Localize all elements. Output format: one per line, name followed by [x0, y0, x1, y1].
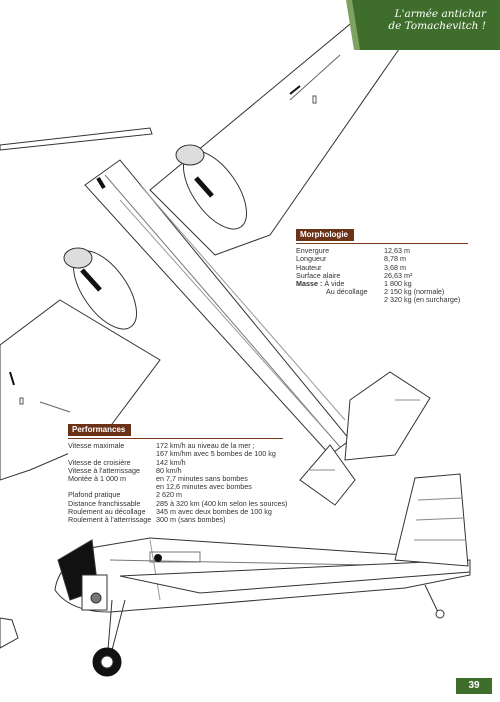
- banner-title-line1: L'armée antichar: [394, 8, 486, 20]
- row-label: Vitesse de croisière: [68, 457, 131, 467]
- row-label: Distance franchissable: [68, 498, 141, 508]
- row-label: Plafond pratique: [68, 490, 121, 500]
- morphology-row: [296, 296, 468, 304]
- corner-banner: [346, 8, 486, 32]
- performances-title: Performances: [68, 424, 131, 436]
- morphology-box: [296, 229, 468, 305]
- performances-box: [68, 424, 288, 525]
- upper-wing-outline: [150, 20, 404, 255]
- row-value: 2 320 kg (en surcharge): [384, 295, 461, 305]
- row-label: Vitesse maximale: [68, 441, 125, 451]
- row-value: 3,68 m: [384, 262, 406, 272]
- row-label-bold: Masse :: [296, 279, 323, 289]
- row-label-text: À vide: [324, 279, 345, 289]
- row-value: 300 m (sans bombes): [156, 515, 226, 525]
- performances-rule: [68, 438, 283, 439]
- row-label: Surface alaire: [296, 270, 341, 280]
- row-value: 142 km/h: [156, 457, 186, 467]
- row-label: Vitesse à l'atterrissage: [68, 465, 140, 475]
- row-label: Montée à 1 000 m: [68, 474, 126, 484]
- row-value: 8,78 m: [384, 254, 406, 264]
- row-label: Au décollage: [326, 287, 368, 297]
- row-value: 1 800 kg: [384, 279, 412, 289]
- performances-row: [68, 516, 283, 524]
- row-label: [296, 296, 384, 304]
- row-value: 285 à 320 km (400 km selon les sources): [156, 498, 288, 508]
- row-label: Hauteur: [296, 262, 322, 272]
- row-value: 2 150 kg (normale): [384, 287, 445, 297]
- row-value: 2 620 m: [156, 490, 182, 500]
- row-value: en 7,7 minutes sans bombes: [156, 474, 248, 484]
- row-value: 172 km/h au niveau de la mer ;: [156, 441, 255, 451]
- row-value: 345 m avec deux bombes de 100 kg: [156, 506, 272, 516]
- row-label: Roulement au décollage: [68, 506, 146, 516]
- row-label: Longueur: [296, 254, 327, 264]
- row-value: 12,63 m: [384, 246, 410, 256]
- row-value: en 12,6 minutes avec bombes: [156, 482, 252, 492]
- morphology-title: Morphologie: [296, 229, 354, 241]
- row-value: 26,63 m²: [384, 270, 413, 280]
- vertical-tail: [395, 474, 468, 566]
- banner-title-line2: de Tomachevitch !: [388, 20, 486, 32]
- row-label: Roulement à l'atterrissage: [68, 515, 152, 525]
- page-number: 39: [456, 678, 492, 694]
- row-label: Envergure: [296, 246, 330, 256]
- horizontal-tail-plan: [345, 372, 430, 460]
- row-value: 167 km/hm avec 5 bombes de 100 kg: [156, 449, 276, 459]
- morphology-rule: [296, 243, 468, 244]
- row-value: 80 km/h: [156, 465, 182, 475]
